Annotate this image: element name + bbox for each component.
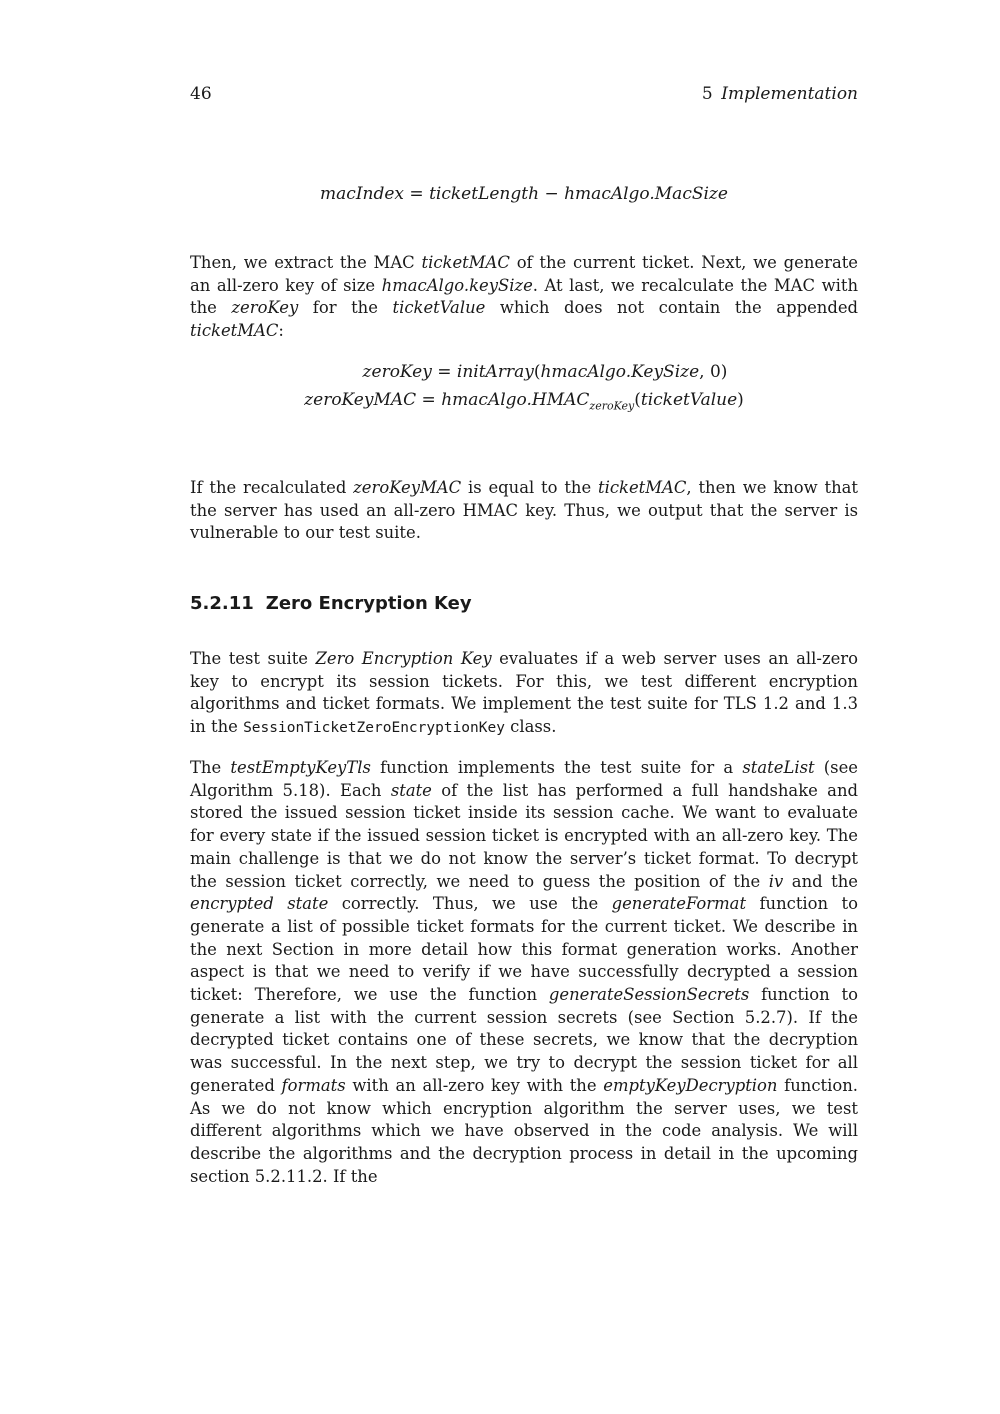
paragraph-mac-extract — [190, 252, 858, 343]
text-run: (see Algorithm 5.18). Each — [190, 758, 858, 800]
text-run: is equal to the — [461, 478, 599, 497]
code-class-name: SessionTicketZeroEncryptionKey — [243, 720, 505, 737]
emphasis: hmacAlgo.keySize — [381, 275, 533, 295]
text-run: function implements the test suite for a — [370, 758, 743, 777]
emphasis: ticketMAC — [421, 253, 510, 272]
text-run: with an all-zero key with the — [345, 1075, 604, 1095]
emphasis: zeroKey — [231, 298, 299, 318]
section-title: Zero Encryption Key — [265, 593, 472, 614]
emphasis: encrypted state — [190, 894, 329, 914]
chapter-number: 5 — [701, 84, 713, 104]
equation-zero-key-mac — [190, 390, 858, 412]
equation-mac-index — [190, 184, 858, 204]
paragraph-test-suite-intro — [190, 648, 858, 740]
page-number: 46 — [190, 84, 212, 104]
paragraph-vulnerable-output — [190, 477, 858, 545]
emphasis: ticketMAC — [598, 478, 687, 497]
section-number: 5.2.11 — [190, 593, 254, 614]
eq-term: macIndex — [320, 184, 405, 204]
emphasis: emptyKeyDecryption — [603, 1075, 778, 1095]
text-run: correctly. Thus, we use the — [328, 894, 612, 914]
eq-operator: = — [404, 184, 430, 204]
eq-operator: ( — [634, 390, 641, 410]
eq-term: zeroKey — [362, 362, 432, 382]
emphasis: iv — [768, 871, 784, 891]
text-run: . At last, we recalculate the MAC with the — [190, 275, 858, 318]
emphasis: ticketValue — [392, 298, 486, 318]
text-run: function to generate a list of possible ticket formats for the current ticket. We describe in the next Section in more detail how this format generation works. Another aspect is that we need to verify if we have successfully decrypted a session ticket: Therefore, we use the function — [190, 894, 858, 1005]
emphasis: state — [390, 780, 432, 800]
eq-operator: ) — [737, 390, 744, 410]
equation-zero-key — [190, 362, 858, 382]
eq-term: 0 — [709, 362, 721, 382]
text-run: evaluates if a web server uses an all-zero key to encrypt its session tickets. For this, we test different encryption algorithms and ticket formats. We implement the test suite for TLS 1.2 and 1.3 in the — [190, 649, 858, 737]
text-run: The — [190, 758, 231, 777]
eq-term: initArray — [456, 362, 534, 382]
eq-term: hmacAlgo.HMAC — [441, 390, 590, 410]
emphasis: ticketMAC — [190, 321, 279, 341]
eq-term: ticketLength — [429, 184, 540, 204]
eq-operator: = — [431, 362, 457, 382]
emphasis: generateFormat — [611, 894, 747, 914]
eq-operator: ( — [533, 362, 541, 382]
text-run: of the list has performed a full handshake and stored the issued session ticket inside its session cache. We want to evaluate for every state if the issued session ticket is encrypted with an all-zero key. The main challenge is that we do not know the server’s ticket format. To decrypt the session ticket correctly, we need to guess the position of the — [190, 780, 859, 891]
text-run: of the current ticket. Next, we generate an all-zero key of size — [190, 253, 858, 295]
text-run: function. As we do not know which encryption algorithm the server uses, we test different algorithms which we have observed in the code analysis. We will describe the algorithms and the decryption process in detail in the upcoming section 5.2.11.2. If the — [190, 1075, 859, 1186]
emphasis: generateSessionSecrets — [548, 985, 750, 1005]
emphasis: testEmptyKeyTls — [230, 758, 371, 777]
text-run: The test suite — [190, 649, 316, 668]
eq-operator: ) — [720, 362, 728, 382]
text-run: If the recalculated — [190, 478, 354, 497]
chapter-title: Implementation — [721, 84, 858, 104]
eq-term: hmacAlgo.MacSize — [564, 184, 728, 204]
emphasis: Zero Encryption Key — [315, 649, 492, 668]
paragraph-test-empty-key — [190, 757, 858, 1188]
text-run: : — [278, 321, 284, 341]
emphasis: zeroKeyMAC — [353, 478, 462, 497]
eq-term: zeroKeyMAC — [304, 390, 417, 410]
eq-term: hmacAlgo.KeySize — [540, 362, 700, 382]
text-run: for the — [298, 298, 393, 318]
text-run: Then, we extract the MAC — [190, 253, 422, 272]
eq-operator: = — [416, 390, 442, 410]
emphasis: stateList — [742, 758, 815, 777]
emphasis: formats — [281, 1075, 346, 1095]
text-run: which does not contain the appended — [485, 298, 859, 318]
eq-term: ticketValue — [640, 390, 738, 410]
eq-subscript: zeroKey — [589, 399, 635, 413]
chapter-header — [702, 84, 858, 104]
eq-operator: − — [539, 184, 565, 204]
text-run: and the — [783, 871, 858, 891]
text-run: , then we know that the server has used an all-zero HMAC key. Thus, we output that the server is vulnerable to our test suite. — [190, 478, 858, 543]
section-heading — [190, 593, 472, 614]
running-header — [190, 84, 858, 108]
text-run: function to generate a list with the current session secrets (see Section 5.2.7). If the decrypted ticket contains one of these secrets, we know that the decryption was successful. In the next step, we try to decrypt the session ticket for all generated — [190, 985, 858, 1095]
text-run: class. — [504, 717, 557, 737]
eq-operator: , — [699, 362, 710, 382]
